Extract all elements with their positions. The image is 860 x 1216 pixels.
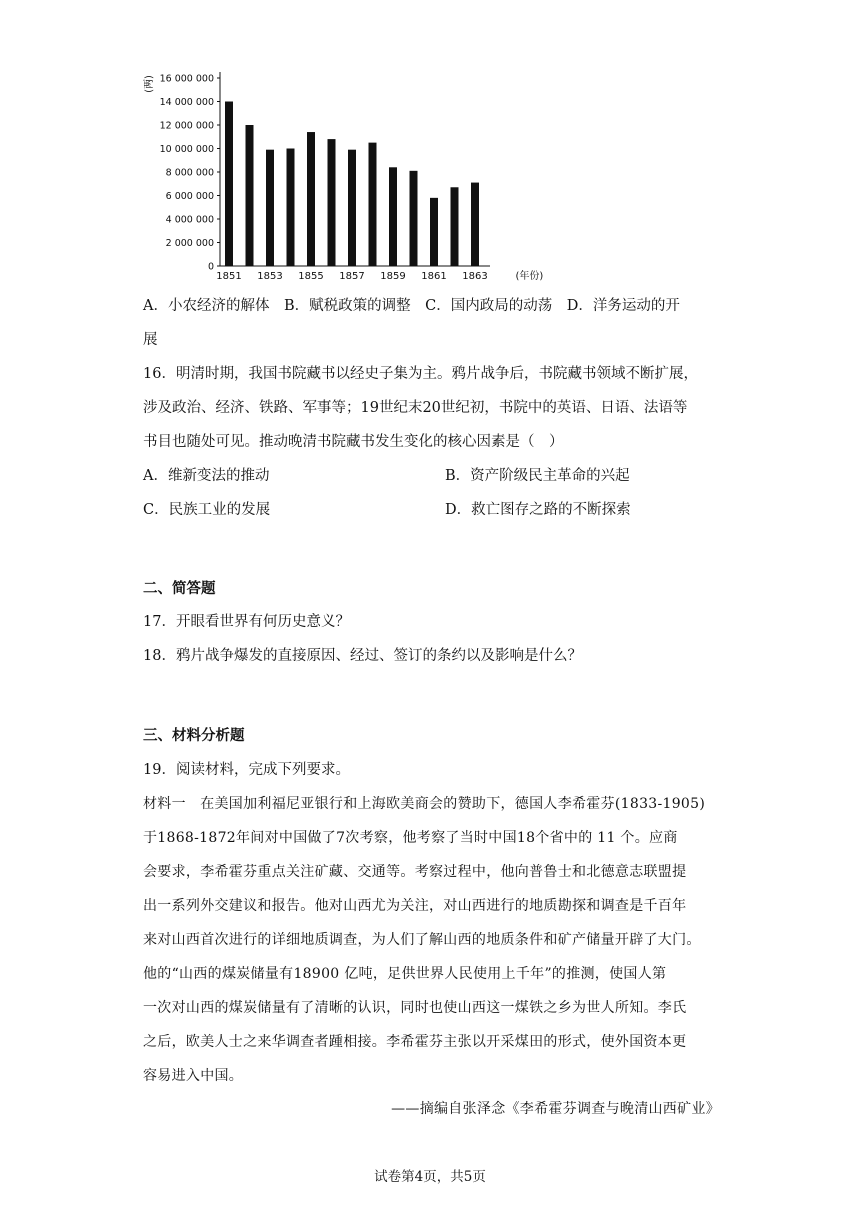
chart-svg — [140, 66, 544, 290]
q17-text: 17．开眼看世界有何历史意义？ — [143, 614, 350, 630]
material-line-2: 于1868-1872年间对中国做了7次考察，他考察了当时中国18个省中的 11 个。应商 — [143, 830, 678, 846]
bar-1857 — [348, 150, 356, 266]
bar-1853 — [266, 150, 274, 266]
x-tick-label-1863: 1863 — [462, 271, 488, 282]
y-tick-label: 10 000 000 — [159, 144, 214, 155]
y-tick-label: 14 000 000 — [159, 97, 214, 108]
material-line-6: 他的“山西的煤炭储量有18900 亿吨，足供世界人民使用上千年”的推测，使国人第 — [143, 966, 667, 982]
q16-option-c: C．民族工业的发展 — [143, 502, 271, 518]
material-source: ——摘编自张泽念《李希霍芬调查与晚清山西矿业》 — [391, 1101, 720, 1117]
bar-1858 — [369, 143, 377, 266]
x-tick-label-1855: 1855 — [298, 271, 324, 282]
y-tick-label: 4 000 000 — [165, 214, 214, 226]
bar-1861 — [430, 198, 438, 266]
y-tick-label: 6 000 000 — [165, 191, 214, 202]
q16-option-a: A．维新变法的推动 — [143, 468, 270, 484]
bar-1859 — [389, 167, 397, 266]
material-line-5: 来对山西首次进行的详细地质调查，为人们了解山西的地质条件和矿产储量开辟了大门。 — [143, 932, 701, 948]
bar-1855 — [307, 132, 315, 266]
q18-text: 18．鸦片战争爆发的直接原因、经过、签订的条约以及影响是什么？ — [143, 648, 582, 664]
q15-options-line1: A．小农经济的解体 B．赋税政策的调整 C．国内政局的动荡 D．洋务运动的开 — [143, 298, 680, 314]
q16-option-b: B．资产阶级民主革命的兴起 — [445, 468, 630, 484]
q16-stem-line2: 涉及政治、经济、铁路、军事等；19世纪末20世纪初，书院中的英语、日语、法语等 — [143, 400, 688, 416]
material-line-9: 容易进入中国。 — [143, 1068, 244, 1084]
bar-1860 — [410, 171, 418, 266]
material-line-7: 一次对山西的煤炭储量有了清晰的认识，同时也使山西这一煤铁之乡为世人所知。李氏 — [143, 1000, 687, 1016]
x-tick-label-1851: 1851 — [216, 271, 242, 282]
material-line-3: 会要求，李希霍芬重点关注矿藏、交通等。考察过程中，他向普鲁士和北德意志联盟提 — [143, 864, 687, 880]
y-tick-label: 12 000 000 — [159, 120, 214, 132]
q19-text: 19．阅读材料，完成下列要求。 — [143, 762, 350, 778]
bar-1851 — [225, 102, 233, 267]
x-axis-label: (年份) — [515, 271, 544, 282]
section3-title: 三、材料分析题 — [143, 727, 245, 744]
q16-stem-line1: 16．明清时期，我国书院藏书以经史子集为主。鸦片战争后，书院藏书领域不断扩展， — [143, 366, 698, 382]
x-tick-label-1853: 1853 — [257, 271, 283, 282]
y-tick-label: 0 — [207, 261, 214, 273]
material-line-1: 材料一 在美国加利福尼亚银行和上海欧美商会的赞助下，德国人李希霍芬(1833-1905) — [143, 796, 706, 812]
x-tick-label-1857: 1857 — [339, 271, 365, 282]
y-tick-label: 2 000 000 — [165, 238, 214, 249]
material-line-4: 出一系列外交建议和报告。他对山西尤为关注，对山西进行的地质勘探和调查是千百年 — [143, 898, 687, 914]
q16-option-d: D．救亡图存之路的不断探索 — [445, 502, 631, 518]
y-unit-label: (两) — [144, 75, 155, 93]
bar-1856 — [328, 139, 336, 266]
page-footer: 试卷第4页，共5页 — [374, 1169, 486, 1185]
q15-options-line2: 展 — [143, 332, 158, 348]
section2-title: 二、简答题 — [143, 580, 216, 597]
x-tick-label-1861: 1861 — [421, 271, 447, 282]
q16-stem-line3: 书目也随处可见。推动晚清书院藏书发生变化的核心因素是（ ） — [143, 434, 564, 450]
bar-1863 — [471, 183, 479, 266]
y-tick-label: 8 000 000 — [165, 167, 214, 179]
bar-1854 — [287, 149, 295, 267]
tax-revenue-bar-chart — [140, 66, 544, 290]
bar-1852 — [246, 125, 254, 266]
bar-1862 — [451, 187, 459, 266]
y-tick-label: 16 000 000 — [159, 73, 214, 85]
x-tick-label-1859: 1859 — [380, 271, 406, 282]
material-line-8: 之后，欧美人士之来华调查者踵相接。李希霍芬主张以开采煤田的形式，使外国资本更 — [143, 1034, 687, 1050]
